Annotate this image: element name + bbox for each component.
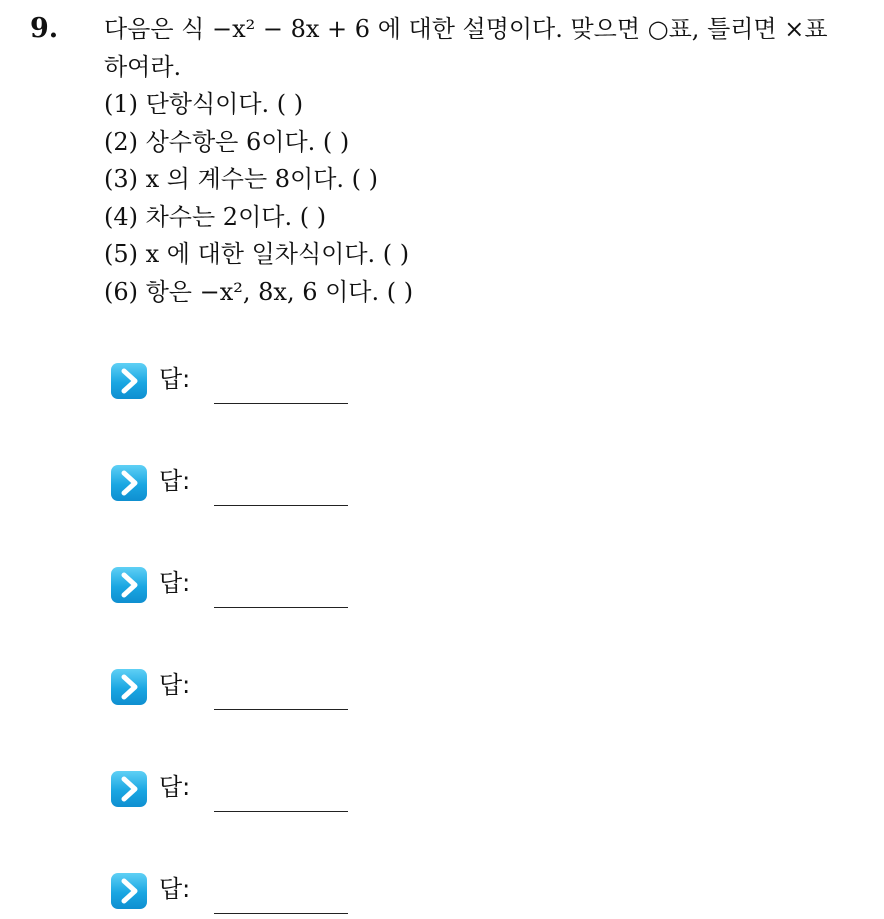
- answer-label: 답:: [159, 569, 191, 597]
- answer-row: [111, 567, 371, 613]
- statement-item: (5) x 에 대한 일차식이다. ( ): [104, 240, 410, 269]
- answer-blank[interactable]: [214, 607, 348, 608]
- chevron-right-icon: [111, 567, 147, 603]
- answer-blank[interactable]: [214, 403, 348, 404]
- question-line-2: 하여라.: [104, 53, 182, 81]
- answer-blank[interactable]: [214, 505, 348, 506]
- chevron-right-icon: [111, 669, 147, 705]
- statement-item: (6) 항은 −x², 8x, 6 이다. ( ): [104, 277, 414, 306]
- answer-row: [111, 873, 371, 919]
- question-number: 9.: [30, 13, 59, 44]
- statement-item: (4) 차수는 2이다. ( ): [104, 202, 327, 231]
- chevron-right-icon: [111, 465, 147, 501]
- answer-label: 답:: [159, 875, 191, 903]
- answer-label: 답:: [159, 365, 191, 393]
- chevron-right-icon: [111, 363, 147, 399]
- statement-item: (2) 상수항은 6이다. ( ): [104, 127, 350, 156]
- statement-item: (3) x 의 계수는 8이다. ( ): [104, 165, 379, 194]
- answer-label: 답:: [159, 671, 191, 699]
- answer-label: 답:: [159, 467, 191, 495]
- answer-row: [111, 771, 371, 817]
- answer-blank[interactable]: [214, 811, 348, 812]
- question-line-1: 다음은 식 −x² − 8x + 6 에 대한 설명이다. 맞으면 ○표, 틀리면 ×표: [104, 15, 828, 43]
- chevron-right-icon: [111, 771, 147, 807]
- question-text: [104, 10, 874, 86]
- chevron-right-icon: [111, 873, 147, 909]
- answer-row: [111, 465, 371, 511]
- answer-blank[interactable]: [214, 709, 348, 710]
- statement-list: [104, 86, 413, 312]
- statement-item: (1) 단항식이다. ( ): [104, 90, 304, 118]
- answer-label: 답:: [159, 773, 191, 801]
- answer-row: [111, 363, 371, 409]
- answer-row: [111, 669, 371, 715]
- answer-blank[interactable]: [214, 913, 348, 914]
